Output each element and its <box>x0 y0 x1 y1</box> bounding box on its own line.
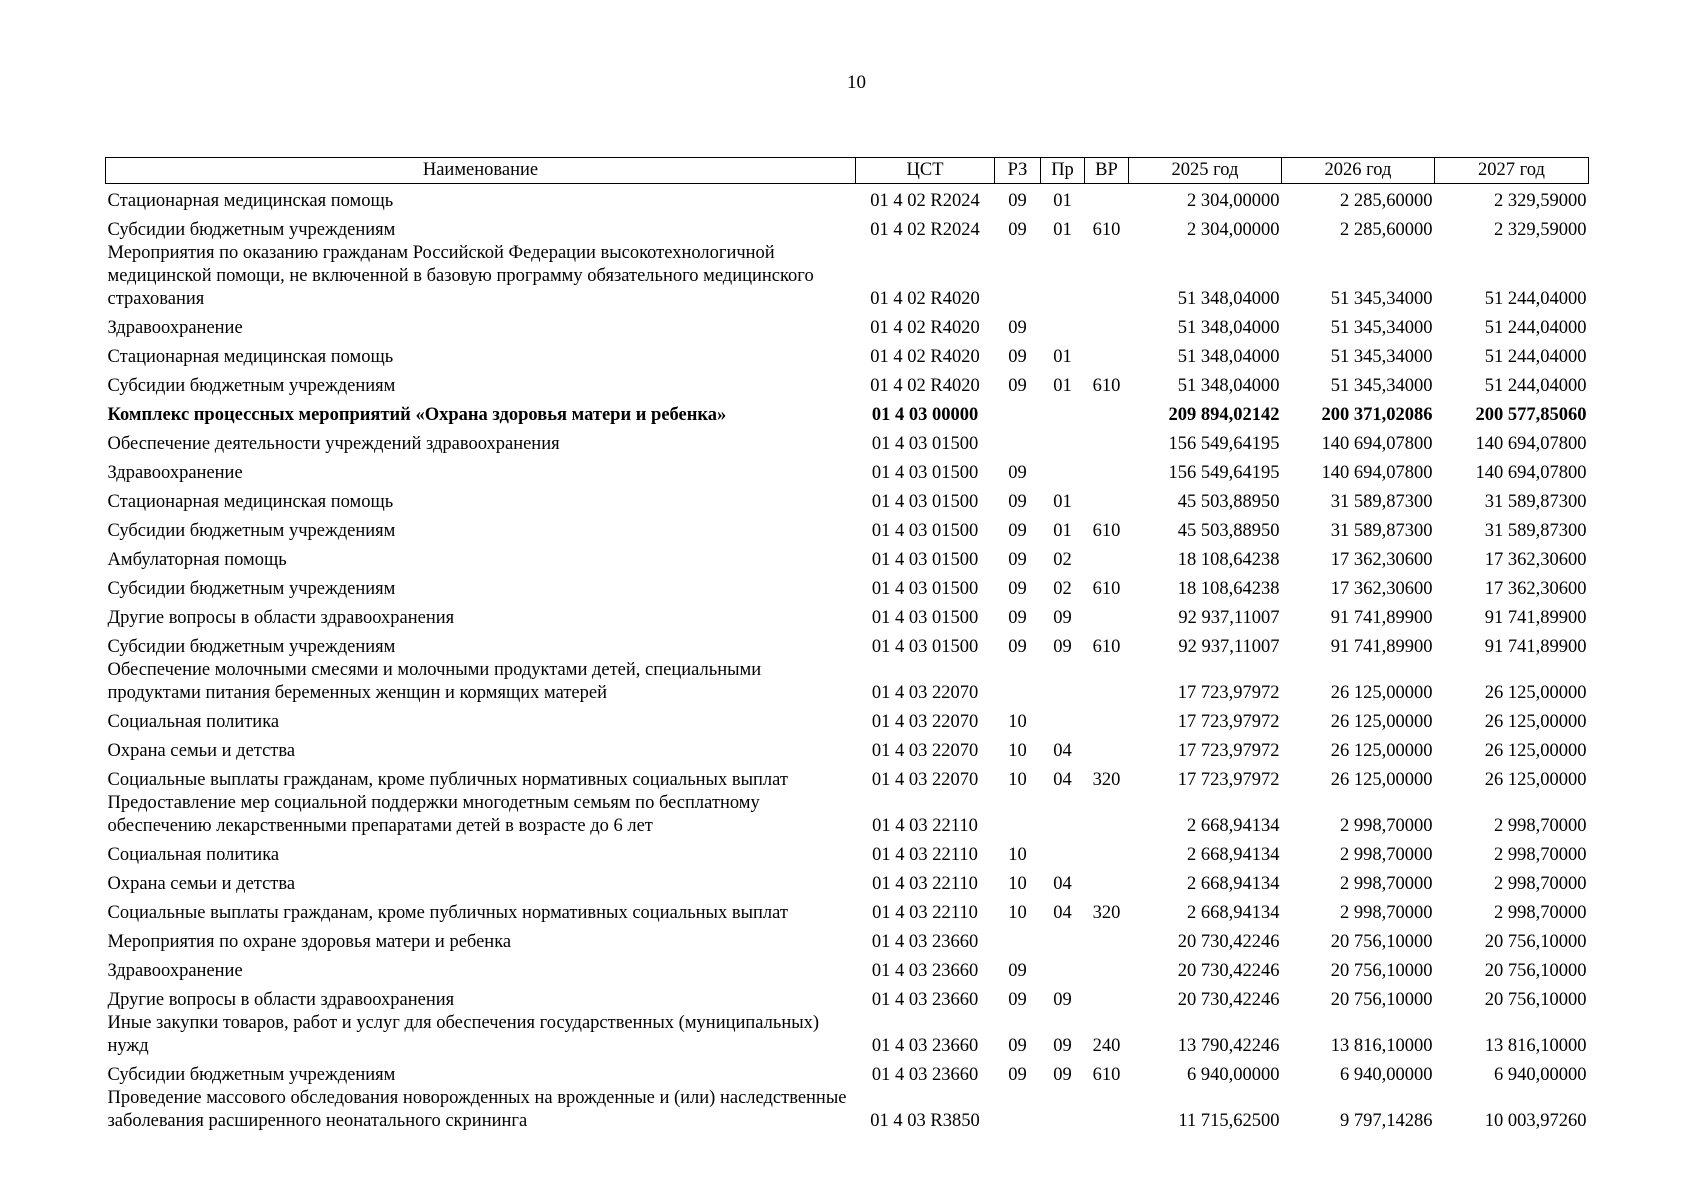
cell-pr: 09 <box>1053 1035 1072 1056</box>
cell-cst: 01 4 02 R4020 <box>870 288 980 309</box>
table-row <box>106 1012 1589 1058</box>
table-row <box>106 867 1589 896</box>
cell-name: Охрана семьи и детства <box>107 740 296 761</box>
cell-rz: 09 <box>1008 346 1027 367</box>
cell-2027: 17 362,30600 <box>1484 578 1587 599</box>
table-row <box>106 456 1589 485</box>
cell-pr: 01 <box>1053 346 1072 367</box>
cell-cst: 01 4 03 01500 <box>871 462 979 483</box>
cell-2026: 31 589,87300 <box>1330 520 1433 541</box>
cell-2027: 17 362,30600 <box>1484 549 1587 570</box>
cell-pr: 09 <box>1053 1064 1072 1085</box>
cell-vr: 610 <box>1092 219 1121 240</box>
table-row <box>106 340 1589 369</box>
cell-vr <box>1085 242 1129 311</box>
cell-name: Комплекс процессных мероприятий «Охрана здоровья матери и ребенка» <box>107 404 727 425</box>
cell-2027: 91 741,89900 <box>1484 607 1587 628</box>
cell-2025: 17 723,97972 <box>1177 740 1280 761</box>
table-row <box>106 514 1589 543</box>
cell-2027: 26 125,00000 <box>1484 740 1587 761</box>
cell-pr <box>1041 659 1085 705</box>
cell-name: Субсидии бюджетным учреждениям <box>107 520 396 541</box>
cell-name: Стационарная медицинская помощь <box>107 190 394 211</box>
cell-name: Социальная политика <box>107 711 280 732</box>
table-row <box>106 763 1589 792</box>
header-2026: 2026 год <box>1282 158 1435 184</box>
cell-2027: 2 329,59000 <box>1494 219 1587 240</box>
cell-2026: 9 797,14286 <box>1340 1110 1433 1131</box>
cell-cst: 01 4 02 R4020 <box>870 317 980 338</box>
cell-cst: 01 4 03 22070 <box>871 682 979 703</box>
cell-rz: 10 <box>1008 769 1027 790</box>
cell-rz: 09 <box>1008 636 1027 657</box>
cell-vr: 610 <box>1092 1064 1121 1085</box>
cell-rz: 09 <box>1008 1035 1027 1056</box>
cell-cst: 01 4 03 01500 <box>871 607 979 628</box>
cell-2026: 51 345,34000 <box>1330 288 1433 309</box>
cell-2025: 92 937,11007 <box>1178 636 1280 657</box>
cell-cst: 01 4 03 22110 <box>872 902 978 923</box>
cell-2025: 2 668,94134 <box>1187 873 1280 894</box>
cell-rz: 09 <box>1008 1064 1027 1085</box>
cell-vr: 320 <box>1092 769 1121 790</box>
cell-rz: 09 <box>1008 989 1027 1010</box>
cell-pr <box>1041 398 1085 427</box>
cell-rz: 10 <box>1008 873 1027 894</box>
cell-name: Социальные выплаты гражданам, кроме публичных нормативных социальных выплат <box>107 902 788 923</box>
cell-pr: 01 <box>1053 375 1072 396</box>
cell-rz: 10 <box>1008 902 1027 923</box>
cell-pr: 04 <box>1053 873 1072 894</box>
cell-vr <box>1085 340 1129 369</box>
cell-2027: 51 244,04000 <box>1484 375 1587 396</box>
cell-name: Предоставление мер социальной поддержки многодетным семьям по бесплатному обеспечению лекарственными препаратами детей в возрасте до 6 лет <box>107 792 760 836</box>
cell-2025: 156 549,64195 <box>1168 433 1280 454</box>
cell-2025: 11 715,62500 <box>1178 1110 1280 1131</box>
cell-2025: 45 503,88950 <box>1177 491 1280 512</box>
cell-2026: 6 940,00000 <box>1340 1064 1433 1085</box>
cell-2025: 17 723,97972 <box>1177 711 1280 732</box>
cell-cst: 01 4 03 22070 <box>871 740 979 761</box>
cell-2027: 51 244,04000 <box>1484 346 1587 367</box>
cell-2025: 51 348,04000 <box>1177 346 1280 367</box>
cell-2026: 17 362,30600 <box>1330 578 1433 599</box>
cell-2027: 26 125,00000 <box>1484 711 1587 732</box>
cell-2027: 200 577,85060 <box>1475 404 1587 425</box>
cell-pr: 09 <box>1053 607 1072 628</box>
table-header-row <box>106 158 1589 184</box>
cell-rz: 09 <box>1008 960 1027 981</box>
cell-2026: 91 741,89900 <box>1330 607 1433 628</box>
cell-pr <box>1041 311 1085 340</box>
header-vr: ВР <box>1085 158 1129 184</box>
cell-name: Здравоохранение <box>107 462 243 483</box>
cell-2026: 26 125,00000 <box>1330 769 1433 790</box>
cell-cst: 01 4 02 R4020 <box>870 375 980 396</box>
cell-2027: 20 756,10000 <box>1484 989 1587 1010</box>
cell-rz: 09 <box>1008 578 1027 599</box>
cell-rz: 09 <box>1008 462 1027 483</box>
table-row <box>106 1058 1589 1087</box>
cell-name: Субсидии бюджетным учреждениям <box>107 375 396 396</box>
cell-2025: 20 730,42246 <box>1177 931 1280 952</box>
cell-rz: 10 <box>1008 844 1027 865</box>
cell-pr <box>1041 456 1085 485</box>
table-row <box>106 369 1589 398</box>
cell-2026: 26 125,00000 <box>1330 682 1433 703</box>
header-pr: Пр <box>1041 158 1085 184</box>
table-row <box>106 734 1589 763</box>
cell-2025: 20 730,42246 <box>1177 989 1280 1010</box>
cell-rz <box>995 792 1041 838</box>
cell-2027: 20 756,10000 <box>1484 931 1587 952</box>
cell-2026: 2 285,60000 <box>1340 219 1433 240</box>
cell-2025: 156 549,64195 <box>1168 462 1280 483</box>
cell-name: Мероприятия по охране здоровья матери и ребенка <box>107 931 512 952</box>
cell-2026: 200 371,02086 <box>1321 404 1433 425</box>
cell-cst: 01 4 03 22110 <box>872 873 978 894</box>
cell-2025: 13 790,42246 <box>1177 1035 1280 1056</box>
cell-name: Мероприятия по оказанию гражданам Российской Федерации высокотехнологичной медицинской помощи, не включенной в базовую программу обязательного медицинского страхования <box>107 242 814 309</box>
cell-pr: 04 <box>1053 769 1072 790</box>
cell-cst: 01 4 03 22070 <box>871 769 979 790</box>
cell-vr <box>1085 456 1129 485</box>
table-row <box>106 427 1589 456</box>
cell-cst: 01 4 03 01500 <box>871 491 979 512</box>
cell-2026: 26 125,00000 <box>1330 740 1433 761</box>
cell-cst: 01 4 03 01500 <box>871 433 979 454</box>
cell-2026: 140 694,07800 <box>1321 433 1433 454</box>
cell-vr <box>1085 543 1129 572</box>
cell-cst: 01 4 03 22110 <box>872 815 978 836</box>
cell-cst: 01 4 02 R2024 <box>870 219 980 240</box>
cell-name: Другие вопросы в области здравоохранения <box>107 607 455 628</box>
budget-table <box>105 157 1589 1133</box>
cell-vr: 320 <box>1092 902 1121 923</box>
cell-rz <box>995 925 1041 954</box>
cell-2025: 2 304,00000 <box>1187 219 1280 240</box>
cell-rz <box>995 659 1041 705</box>
cell-2026: 20 756,10000 <box>1330 931 1433 952</box>
cell-pr: 01 <box>1053 190 1072 211</box>
cell-rz: 10 <box>1008 740 1027 761</box>
table-row <box>106 838 1589 867</box>
cell-cst: 01 4 03 00000 <box>871 404 979 425</box>
cell-2027: 51 244,04000 <box>1484 288 1587 309</box>
cell-cst: 01 4 03 22070 <box>871 711 979 732</box>
cell-rz: 09 <box>1008 491 1027 512</box>
cell-vr: 610 <box>1092 636 1121 657</box>
cell-vr <box>1085 925 1129 954</box>
cell-cst: 01 4 03 R3850 <box>870 1110 980 1131</box>
cell-cst: 01 4 02 R4020 <box>870 346 980 367</box>
cell-2027: 2 998,70000 <box>1494 815 1587 836</box>
cell-rz: 09 <box>1008 317 1027 338</box>
cell-2027: 2 329,59000 <box>1494 190 1587 211</box>
cell-2027: 91 741,89900 <box>1484 636 1587 657</box>
cell-2025: 20 730,42246 <box>1177 960 1280 981</box>
cell-2026: 2 998,70000 <box>1340 873 1433 894</box>
cell-rz <box>995 242 1041 311</box>
cell-vr: 610 <box>1092 375 1121 396</box>
cell-pr <box>1041 427 1085 456</box>
cell-name: Амбулаторная помощь <box>107 549 287 570</box>
cell-cst: 01 4 03 01500 <box>871 636 979 657</box>
cell-rz <box>995 1087 1041 1133</box>
cell-rz: 09 <box>1008 520 1027 541</box>
cell-2026: 91 741,89900 <box>1330 636 1433 657</box>
cell-2027: 31 589,87300 <box>1484 520 1587 541</box>
cell-2026: 51 345,34000 <box>1330 317 1433 338</box>
table-row <box>106 925 1589 954</box>
cell-cst: 01 4 03 23660 <box>871 1035 979 1056</box>
cell-pr <box>1041 242 1085 311</box>
table-row <box>106 792 1589 838</box>
cell-name: Другие вопросы в области здравоохранения <box>107 989 455 1010</box>
cell-2025: 2 668,94134 <box>1187 844 1280 865</box>
cell-cst: 01 4 03 23660 <box>871 960 979 981</box>
cell-2027: 10 003,97260 <box>1484 1110 1587 1131</box>
cell-name: Субсидии бюджетным учреждениям <box>107 1064 396 1085</box>
cell-name: Субсидии бюджетным учреждениям <box>107 219 396 240</box>
cell-2025: 51 348,04000 <box>1177 288 1280 309</box>
table-row <box>106 242 1589 311</box>
cell-name: Иные закупки товаров, работ и услуг для обеспечения государственных (муниципальных) нужд <box>107 1012 820 1056</box>
cell-pr: 01 <box>1053 491 1072 512</box>
header-name: Наименование <box>106 158 856 184</box>
cell-2026: 13 816,10000 <box>1330 1035 1433 1056</box>
cell-vr: 610 <box>1092 520 1121 541</box>
cell-2027: 51 244,04000 <box>1484 317 1587 338</box>
cell-rz: 09 <box>1008 549 1027 570</box>
cell-cst: 01 4 03 23660 <box>871 1064 979 1085</box>
cell-pr: 01 <box>1053 219 1072 240</box>
cell-2027: 26 125,00000 <box>1484 682 1587 703</box>
cell-vr <box>1085 485 1129 514</box>
cell-rz <box>995 427 1041 456</box>
cell-name: Обеспечение молочными смесями и молочными продуктами детей, специальными продуктами питания беременных женщин и кормящих матерей <box>107 659 762 703</box>
table-row <box>106 184 1589 213</box>
cell-2026: 2 998,70000 <box>1340 815 1433 836</box>
cell-vr <box>1085 838 1129 867</box>
cell-pr <box>1041 954 1085 983</box>
cell-pr: 02 <box>1053 578 1072 599</box>
header-2025: 2025 год <box>1129 158 1282 184</box>
cell-pr: 04 <box>1053 740 1072 761</box>
cell-name: Субсидии бюджетным учреждениям <box>107 578 396 599</box>
cell-2027: 2 998,70000 <box>1494 873 1587 894</box>
cell-pr: 02 <box>1053 549 1072 570</box>
cell-2027: 26 125,00000 <box>1484 769 1587 790</box>
cell-vr <box>1085 601 1129 630</box>
cell-name: Охрана семьи и детства <box>107 873 296 894</box>
cell-cst: 01 4 03 01500 <box>871 549 979 570</box>
cell-2025: 51 348,04000 <box>1177 317 1280 338</box>
cell-rz: 09 <box>1008 375 1027 396</box>
cell-vr <box>1085 734 1129 763</box>
header-rz: РЗ <box>995 158 1041 184</box>
cell-name: Обеспечение деятельности учреждений здравоохранения <box>107 433 560 454</box>
cell-cst: 01 4 03 23660 <box>871 989 979 1010</box>
cell-2027: 20 756,10000 <box>1484 960 1587 981</box>
cell-2025: 18 108,64238 <box>1177 578 1280 599</box>
cell-vr <box>1085 867 1129 896</box>
cell-2027: 2 998,70000 <box>1494 844 1587 865</box>
cell-2025: 17 723,97972 <box>1177 682 1280 703</box>
cell-2027: 13 816,10000 <box>1484 1035 1587 1056</box>
cell-2025: 17 723,97972 <box>1177 769 1280 790</box>
table-row <box>106 954 1589 983</box>
cell-2027: 140 694,07800 <box>1475 462 1587 483</box>
cell-vr <box>1085 792 1129 838</box>
page-number: 10 <box>847 72 866 93</box>
cell-vr <box>1085 398 1129 427</box>
cell-name: Здравоохранение <box>107 960 243 981</box>
table-row <box>106 485 1589 514</box>
cell-vr <box>1085 427 1129 456</box>
cell-2025: 2 668,94134 <box>1187 902 1280 923</box>
cell-2025: 6 940,00000 <box>1187 1064 1280 1085</box>
cell-rz: 09 <box>1008 607 1027 628</box>
cell-2026: 20 756,10000 <box>1330 989 1433 1010</box>
cell-pr: 09 <box>1053 989 1072 1010</box>
table-row <box>106 896 1589 925</box>
cell-pr <box>1041 1087 1085 1133</box>
cell-2027: 2 998,70000 <box>1494 902 1587 923</box>
cell-2026: 17 362,30600 <box>1330 549 1433 570</box>
table-row <box>106 543 1589 572</box>
cell-2027: 31 589,87300 <box>1484 491 1587 512</box>
cell-name: Здравоохранение <box>107 317 243 338</box>
cell-pr <box>1041 705 1085 734</box>
cell-2025: 18 108,64238 <box>1177 549 1280 570</box>
cell-pr <box>1041 838 1085 867</box>
cell-vr <box>1085 184 1129 213</box>
cell-2026: 2 998,70000 <box>1340 844 1433 865</box>
cell-2026: 51 345,34000 <box>1330 375 1433 396</box>
table-row <box>106 630 1589 659</box>
cell-2026: 26 125,00000 <box>1330 711 1433 732</box>
table-row <box>106 705 1589 734</box>
header-cst: ЦСТ <box>856 158 995 184</box>
cell-name: Социальные выплаты гражданам, кроме публичных нормативных социальных выплат <box>107 769 788 790</box>
cell-2026: 51 345,34000 <box>1330 346 1433 367</box>
table-row <box>106 659 1589 705</box>
cell-name: Социальная политика <box>107 844 280 865</box>
cell-2026: 31 589,87300 <box>1330 491 1433 512</box>
table-row <box>106 1087 1589 1133</box>
cell-2026: 2 998,70000 <box>1340 902 1433 923</box>
cell-rz: 09 <box>1008 190 1027 211</box>
header-2027: 2027 год <box>1435 158 1589 184</box>
table-row <box>106 983 1589 1012</box>
table-row <box>106 311 1589 340</box>
cell-rz: 10 <box>1008 711 1027 732</box>
cell-2027: 140 694,07800 <box>1475 433 1587 454</box>
cell-pr: 01 <box>1053 520 1072 541</box>
cell-cst: 01 4 03 01500 <box>871 520 979 541</box>
table-row <box>106 601 1589 630</box>
cell-name: Проведение массового обследования новорожденных на врожденные и (или) наследственные заболевания расширенного неонатального скрининга <box>107 1087 847 1131</box>
cell-vr <box>1085 705 1129 734</box>
cell-cst: 01 4 03 23660 <box>871 931 979 952</box>
cell-vr <box>1085 311 1129 340</box>
cell-pr <box>1041 792 1085 838</box>
cell-name: Стационарная медицинская помощь <box>107 346 394 367</box>
cell-pr: 09 <box>1053 636 1072 657</box>
cell-2025: 209 894,02142 <box>1168 404 1280 425</box>
cell-vr <box>1085 1087 1129 1133</box>
cell-2025: 2 304,00000 <box>1187 190 1280 211</box>
cell-rz: 09 <box>1008 219 1027 240</box>
cell-2025: 45 503,88950 <box>1177 520 1280 541</box>
cell-vr <box>1085 983 1129 1012</box>
cell-2026: 2 285,60000 <box>1340 190 1433 211</box>
table-row-section <box>106 398 1589 427</box>
cell-2026: 20 756,10000 <box>1330 960 1433 981</box>
cell-vr: 240 <box>1092 1035 1121 1056</box>
cell-vr <box>1085 954 1129 983</box>
cell-cst: 01 4 03 01500 <box>871 578 979 599</box>
cell-pr: 04 <box>1053 902 1072 923</box>
table-row <box>106 213 1589 242</box>
cell-pr <box>1041 925 1085 954</box>
cell-rz <box>995 398 1041 427</box>
cell-cst: 01 4 02 R2024 <box>870 190 980 211</box>
cell-name: Стационарная медицинская помощь <box>107 491 394 512</box>
cell-2027: 6 940,00000 <box>1494 1064 1587 1085</box>
cell-vr: 610 <box>1092 578 1121 599</box>
cell-2025: 51 348,04000 <box>1177 375 1280 396</box>
cell-2025: 2 668,94134 <box>1187 815 1280 836</box>
cell-cst: 01 4 03 22110 <box>872 844 978 865</box>
cell-2026: 140 694,07800 <box>1321 462 1433 483</box>
cell-vr <box>1085 659 1129 705</box>
cell-2025: 92 937,11007 <box>1178 607 1280 628</box>
cell-name: Субсидии бюджетным учреждениям <box>107 636 396 657</box>
table-row <box>106 572 1589 601</box>
